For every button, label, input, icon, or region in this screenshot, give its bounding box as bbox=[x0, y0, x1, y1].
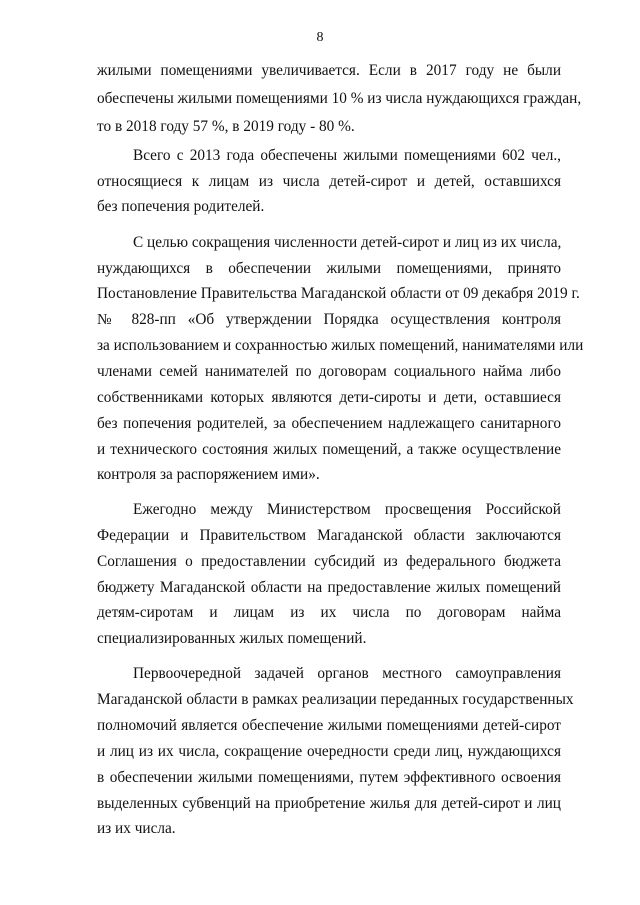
paragraph-3-line-5: за использованием и сохранностью жилых помещений, нанимателями или bbox=[97, 337, 584, 354]
paragraph-5-line-1: Первоочередной задачей органов местного самоуправления bbox=[133, 665, 561, 682]
paragraph-5-line-6: выделенных субвенций на приобретение жилья для детей-сирот и лиц bbox=[97, 795, 561, 812]
paragraph-4-line-2: Федерации и Правительством Магаданской области заключаются bbox=[97, 527, 561, 544]
paragraph-3-line-9: и технического состояния жилых помещений, а также осуществление bbox=[97, 441, 561, 458]
paragraph-4-line-1: Ежегодно между Министерством просвещения Российской bbox=[133, 501, 561, 518]
paragraph-5-line-7: из их числа. bbox=[97, 820, 176, 837]
paragraph-4-line-4: бюджету Магаданской области на предоставление жилых помещений bbox=[97, 579, 561, 596]
paragraph-5-line-4: и лиц из их числа, сокращение очередности среди лиц, нуждающихся bbox=[97, 743, 561, 760]
paragraph-3-line-7: собственниками которых являются дети-сироты и дети, оставшиеся bbox=[97, 389, 561, 406]
paragraph-3-line-2: нуждающихся в обеспечении жилыми помещениями, принято bbox=[97, 260, 561, 277]
paragraph-3-line-1: С целью сокращения численности детей-сирот и лиц из их числа, bbox=[133, 234, 562, 251]
paragraph-5-line-3: полномочий является обеспечение жилыми помещениями детей-сирот bbox=[97, 717, 561, 734]
paragraph-3-line-8: без попечения родителей, за обеспечением надлежащего санитарного bbox=[97, 415, 561, 432]
paragraph-3-line-10: контроля за распоряжением ими». bbox=[97, 466, 320, 483]
paragraph-5-line-2: Магаданской области в рамках реализации переданных государственных bbox=[97, 691, 574, 708]
paragraph-2-line-3: без попечения родителей. bbox=[97, 198, 265, 215]
paragraph-3-line-4: № 828-пп «Об утверждении Порядка осуществления контроля bbox=[97, 311, 561, 328]
page-number: 8 bbox=[316, 30, 324, 45]
paragraph-1-line-3: то в 2018 году 57 %, в 2019 году - 80 %. bbox=[97, 118, 355, 135]
paragraph-2-line-2: относящиеся к лицам из числа детей-сирот и детей, оставшихся bbox=[97, 173, 561, 190]
paragraph-1-line-1: жилыми помещениями увеличивается. Если в 2017 году не были bbox=[97, 62, 561, 79]
paragraph-1-line-2: обеспечены жилыми помещениями 10 % из числа нуждающихся граждан, bbox=[97, 90, 582, 107]
paragraph-4-line-6: специализированных жилых помещений. bbox=[97, 630, 367, 647]
paragraph-5-line-5: в обеспечении жилыми помещениями, путем эффективного освоения bbox=[97, 769, 561, 786]
paragraph-3-line-3: Постановление Правительства Магаданской области от 09 декабря 2019 г. bbox=[97, 285, 580, 302]
paragraph-4-line-5: детям-сиротам и лицам из их числа по договорам найма bbox=[97, 604, 561, 621]
paragraph-2-line-1: Всего с 2013 года обеспечены жилыми помещениями 602 чел., bbox=[133, 147, 561, 164]
paragraph-4-line-3: Соглашения о предоставлении субсидий из федерального бюджета bbox=[97, 553, 561, 570]
paragraph-3-line-6: членами семей нанимателей по договорам социального найма либо bbox=[97, 363, 561, 380]
